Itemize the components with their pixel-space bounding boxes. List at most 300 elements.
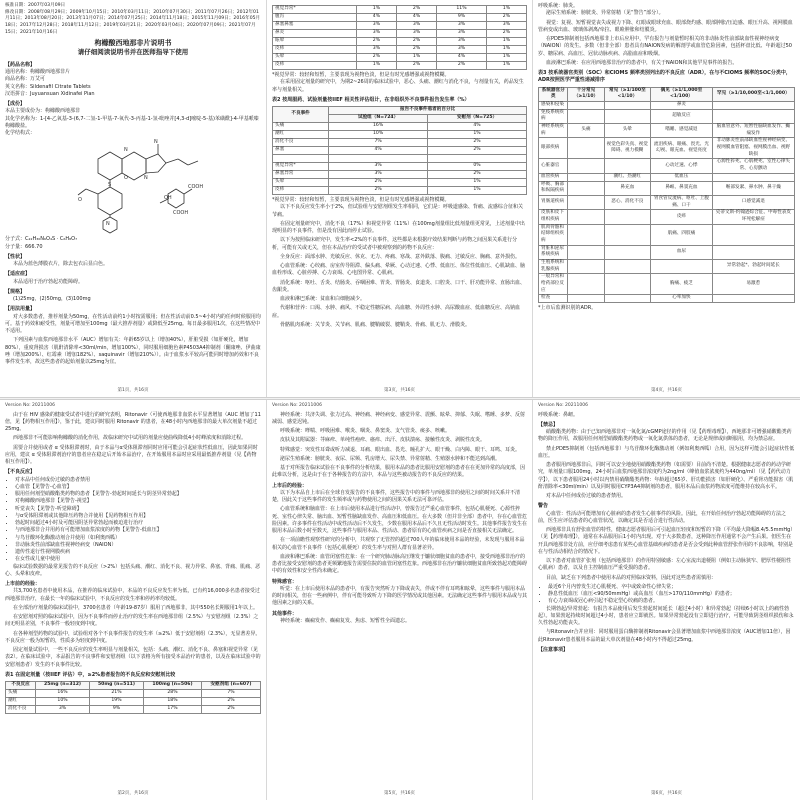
table-cell: 检查 <box>539 295 568 303</box>
approval-dates <box>5 3 261 36</box>
table-cell: 胸痛、疲乏 <box>651 274 713 295</box>
table-row <box>6 698 261 706</box>
paragraph: 神经系统：癫痫发作、癫痫复发、焦虑、短暂性全面遗忘。 <box>280 617 411 624</box>
atom-label-cooh: COOH <box>188 184 204 191</box>
table-cell <box>712 101 794 109</box>
table-cell: 易激惹 <box>712 274 794 295</box>
table-header-row <box>539 87 795 101</box>
chemical-structure-image <box>58 139 208 234</box>
table-cell: 3% <box>329 163 428 171</box>
table-cell: 3% <box>486 22 526 30</box>
table-cell: 感染和侵染 <box>539 101 568 109</box>
table-cell: 鼻塞异常 <box>273 171 329 179</box>
table-cell <box>568 196 604 210</box>
table-cell: 胃肠道疾病 <box>539 196 568 210</box>
table-cell: 低血压 <box>651 173 713 181</box>
list-item: • 在女性或儿童中使用 <box>15 556 261 563</box>
atom-label-n: N <box>106 221 110 228</box>
revision-dates: 修改日期：2008年08月29日；2009年10月15日；2010年03月11日；2010年07月30日；2011年07月26日；2012年01月11日；2013年08月20日；2013年11月07日；2014年07月25日；2014年11月18日；2015年11月09日；2016年05月18日；2017年12月28日；2018年11月12日；2019年03月21日；2020年03月04日；2020年07月09日；2021年07月15日；2021年10月16日 <box>5 9 261 35</box>
table-row <box>539 124 795 138</box>
table-cell: 17% <box>143 706 201 714</box>
page-3 <box>267 0 533 397</box>
paragraph: 呼吸系统：哮喘、呼吸困难、喉炎、咽炎、鼻窦炎、支气管炎、痰多、咳嗽。 <box>280 428 451 435</box>
table-cell: 3% <box>356 30 396 38</box>
table-cell <box>568 295 604 303</box>
table-header: 十分常见（≥1/10） <box>568 87 604 101</box>
paragraph: 以下为按照临床研究中，发生率<2%的不良事件，这些都是未根据疗效结果判断与药物之间因果关系进行分析，可能有关或无关，但在本品治疗的受试者中被观察到的药物不良反应： <box>272 237 518 251</box>
paragraph: 以下不良反应发生率小于2%，但试验组与安慰剂组发生率相同，它们是：呼吸道感染、背痛、流感综合征和关节痛。 <box>272 204 523 218</box>
list-item: • 勃起时间超过4小时及可能因阴茎异常勃起而被迫进行治疗 <box>15 520 261 527</box>
section-specification: 【规格】 <box>5 288 26 295</box>
table-cell: 消化不良 <box>6 706 36 714</box>
table-cell: 头痛 <box>568 124 604 138</box>
name-line: 汉语拼音：Juyuansuan Xidinafei Pian <box>5 90 95 97</box>
table-cell <box>329 155 428 163</box>
table-header: 100mg (n=506) <box>143 682 201 690</box>
table-cell: 血尿 <box>651 245 713 259</box>
table-cell: 肌肉骨骼和结缔组织疾病 <box>539 224 568 245</box>
table-cell: 头晕 <box>273 54 357 62</box>
contraindication-list <box>5 477 261 564</box>
table-cell: 2% <box>486 30 526 38</box>
table-cell: 非动脉炎性前部缺血性视神经病变、视网膜血管阻塞、视网膜出血、视野缺损 <box>712 138 794 159</box>
page-1 <box>0 0 267 397</box>
document-title: 枸橼酸西地那非片说明书 <box>94 39 172 48</box>
table-cell: 脑血管意外、短暂性脑缺血发作、癫痫发作 <box>712 124 794 138</box>
approval-date: 核准日期：2007年03月09日 <box>5 3 66 8</box>
table-cell: 1% <box>486 46 526 54</box>
table-row <box>273 54 527 62</box>
table-row <box>273 22 527 30</box>
paragraph: 心血管系统：心绞痛、房室传导阻滞、偏头痛、晕厥、心动过速、心悸、低血压、体位性低血压、心肌缺血、脑血栓形成、心脏停搏、心力衰竭、心电图异常、心肌病。 <box>272 263 526 277</box>
table-cell <box>604 101 651 109</box>
section-dosage: 【用法用量】 <box>5 306 36 313</box>
table-cell: 4% <box>356 14 396 22</box>
paragraph: 患者服用西地那非后，同时可以安全地使用硝酸酯类药物（如需要）目前尚不清楚。根据健康志愿者的药动学研究，单剂量口服100mg，24小时后血浆西地那非浓度约为2ng/ml（峰值血浆浓度约为440ng/ml）（见【药代动力学】），以下患者服用24小时以内禁用硝酸酯类药物：年龄超过65岁、肝功能损害（如肝硬化）、严重肾功能损害（肌酐清除率<30ml/min）以及同时服用CYP3A4抑制剂的患者，服用本品后血浆药物浓度可能维持在较高水平。 <box>538 462 794 490</box>
table-row <box>539 196 795 210</box>
table-cell: 1% <box>397 54 437 62</box>
table-cell: 超敏反应 <box>651 109 713 123</box>
table-cell: 皮疹 <box>273 62 357 70</box>
table-cell: 2% <box>356 54 396 62</box>
section-properties: 【性状】 <box>5 253 26 260</box>
page-footer: 第3页，共16页 <box>383 388 416 394</box>
table-row <box>273 30 527 38</box>
table-row <box>273 139 527 147</box>
table-cell: 2% <box>202 698 261 706</box>
table-cell: 3% <box>356 22 396 30</box>
table-header: 偶见（≥1/1,000至<1/100） <box>651 87 713 101</box>
atom-label-cooh: COOH <box>173 210 189 217</box>
table-cell: 呼吸、胸部和纵隔疾病 <box>539 181 568 195</box>
paragraph: 需要合并使用或者 α 受体阻滞剂时，由于本品与α受体阻滞剂同时应用可能会引起症状性低血压，因此如果同时应用，建议 α 受体阻滞剂治疗的患者应在稳定后开始本品治疗，在开始服用本品时应采用最低推荐剂量（见【药物相互作用】）。 <box>5 444 258 466</box>
table-cell: 皮疹 <box>273 187 329 195</box>
caution-list <box>538 584 795 606</box>
table-cell: 2% <box>486 14 526 22</box>
table-2-caption: 表2 按周服药、试验剂量按IIEF 相关性评估组计，在非组织外不良事件报告发生率（%） <box>272 96 470 103</box>
paragraph: 呼吸系统：鼻衄。 <box>538 411 579 418</box>
list-item: • 服用任何剂型硝酸酯类药物的患者【见警告-勃起时间延长与阴茎异常勃起】 <box>15 491 261 498</box>
paragraph: 目前，缺乏在下列患者中使用本品的对照临床资料，因此对这些患者需慎用： <box>546 574 717 581</box>
table-row <box>6 706 261 714</box>
section-premarket: 上市前的经验： <box>5 581 41 588</box>
table-cell: 19% <box>90 698 144 706</box>
table-cell: 3% <box>397 22 437 30</box>
paragraph: 在固定剂量研究中，消化不良（17%）和视觉异常（11%）在100mg剂量组比低剂量组更常见，上述剂量中出现明显的不良事件，但是没有因此而停止试验。 <box>272 220 525 234</box>
page-6 <box>533 400 800 800</box>
table-cell <box>568 245 604 259</box>
table-cell: 头晕 <box>604 124 651 138</box>
table-header: 试验组（N=724） <box>329 115 428 123</box>
table-header: 报告不良事件患者的百分比 <box>329 107 527 115</box>
paragraph: 泌尿生殖系统：膀胱炎、夜尿、尿频、乳房增大、尿失禁、异常射精、生殖器水肿和不能达到高潮。 <box>280 455 501 462</box>
name-line: 通用名称：枸橼酸西地那非片 <box>5 69 71 76</box>
table-cell: 喉部发紧、鼻水肿、鼻干燥 <box>712 181 794 195</box>
table-cell: 眩晕 <box>273 38 357 46</box>
table-header: 不良事件 <box>273 107 329 123</box>
table-cell: 10% <box>36 698 90 706</box>
table-cell: 4% <box>397 14 437 22</box>
table-cell <box>428 155 527 163</box>
table-note: *视觉异常：较轻和短暂，主要表现为视物色淡，但是有时光感增强或视物模糊。 <box>272 72 450 78</box>
table-header: 50mg (n=511) <box>90 682 144 690</box>
paragraph: 在一项前瞻性观察性研究的分析中，共观察了无管控的超过700人年的临床使用本品的经验，未发现与服用本品相关的心血管不良事件（包括心肌梗死）的发生率与对照人群有显著差异。 <box>272 537 525 551</box>
paragraph: 对本品中任何成份过敏的患者禁用。 <box>546 493 627 500</box>
list-item: • 对本品中任何成份过敏的患者禁用 <box>15 477 261 484</box>
table-cell: 皮肤和皮下组织疾病 <box>539 210 568 224</box>
table-row <box>273 131 527 139</box>
table-cell: 鼻塞鼻塞 <box>273 22 357 30</box>
paragraph: 在PDE5抑制剂包括西地那非上市后应用中，罕有报告与剂量暂时相关的非动脉炎性前部缺血性视神经病变（NAION）的发生。多数（但非全部）患者具有NAION发病的解剖学或血管危险因素，包括杯盘比低、年龄超过50岁、糖尿病、高血压、冠状动脉疾病、高脂血症和吸烟。 <box>538 36 792 57</box>
table-cell: 心动过速、心悸 <box>651 159 713 173</box>
list-item: • 听觉丧失【见警告-听觉障碍】 <box>15 506 261 513</box>
table-cell: 2% <box>202 706 261 714</box>
table-cell: 3% <box>437 22 487 30</box>
table-cell: 鼻塞 <box>273 147 329 155</box>
table-cell: 肌痛、四肢痛 <box>651 224 713 245</box>
table-cell <box>712 173 794 181</box>
table-cell: 神经系统疾病 <box>539 124 568 138</box>
table-cell: 心率加快 <box>651 295 713 303</box>
table-cell <box>712 295 794 303</box>
atom-label-oh: OH <box>164 195 172 202</box>
table-header: 系统器官分类 <box>539 87 568 101</box>
paragraph: 代谢和营养：口渴、水肿、痛风、不稳定性糖尿病、高血糖、外周性水肿、高尿酸血症、低血糖反应、高钠血症。 <box>272 305 521 319</box>
page-2 <box>0 400 267 800</box>
table-cell: 4% <box>437 54 487 62</box>
paragraph: 以下为本品自上市后在全球自发报告的不良事件，这些报告中的事件与西地那非的使用之间的时间关系并不清楚，因此关于这些事件的发生频率或与药物使用之间的因果关系无法可靠评估。 <box>272 489 521 504</box>
list-item: • 有心力衰竭或冠心病引起不稳定型心绞痛的患者。 <box>548 598 795 605</box>
table-cell: 鼻炎 <box>273 30 357 38</box>
table-cell: 4% <box>329 147 428 155</box>
table-row <box>539 259 795 273</box>
table-cell: 21% <box>90 690 144 698</box>
table-cell: 视觉异常* <box>273 6 357 14</box>
page-4 <box>533 0 800 397</box>
table-cell: 血管疾病 <box>539 173 568 181</box>
table-cell: 28% <box>143 690 201 698</box>
table-cell: 3% <box>437 38 487 46</box>
table-cell: 肾脏和泌尿系统疾病 <box>539 245 568 259</box>
table-cell <box>604 274 651 295</box>
paragraph: 长期勃起/异常勃起：有报告本品使用后发生勃起时间延长（超过4小时）和异常勃起（持续6小时以上的痛性勃起）。如果勃起持续时间超过4小时，患者应立即就医。如果异常勃起没有立即进行治疗，可能导致阴茎组织损伤和永久性勃起功能丧失。 <box>538 605 794 627</box>
table-cell: 4% <box>428 123 527 131</box>
table-cell: 1% <box>486 6 526 14</box>
version-number: Version No: 20211006 <box>538 403 588 408</box>
table-cell <box>712 224 794 245</box>
paragraph: 血液和淋巴系统：贫血和白细胞减少。 <box>280 296 366 302</box>
table-cell: 11% <box>437 6 487 14</box>
table-cell: 异常勃起*、勃起时间延长 <box>712 259 794 273</box>
paragraph: 以下患者对血管扩张剂（包括西地那非）的作用特别敏感：左心室流出道梗阻（例如主动脉狭窄、肥厚性梗阻性心肌病）患者，以及自主控制血压严重受损的患者。 <box>538 558 792 572</box>
table-cell: 3% <box>356 46 396 54</box>
table-cell: 头痛 <box>6 690 36 698</box>
atom-label-n: N <box>124 147 128 154</box>
table-cell: 2% <box>437 62 487 70</box>
table-cell: 视觉异常* <box>273 163 329 171</box>
section-contraindications: 【禁忌】 <box>538 421 559 428</box>
table-cell: 胃食管反流病、呕吐、上腹痛、口干 <box>651 196 713 210</box>
table-cell: 7% <box>329 139 428 147</box>
table-cell: 潮红 <box>6 698 36 706</box>
paragraph: 在采用固定剂量的研究中，为期2~26周的临床试验中，恶心、头痛、潮红与消化不良，与剂量有关，药品发生率与剂量相关。 <box>272 79 524 93</box>
table-cell: 2% <box>329 187 428 195</box>
atom-label-n: N <box>144 175 148 182</box>
section-other-events: 其他事件： <box>272 610 298 617</box>
table-cell: 鼻衄、鼻窦充血 <box>651 181 713 195</box>
section-contraindications: 【不良反应】 <box>5 469 36 476</box>
paragraph: 消化系统：呕吐、舌炎、结肠炎、吞咽困难、胃炎、胃肠炎、食道炎、口腔炎、口干、肝功能异常、直肠出血、齿龈炎。 <box>272 279 526 293</box>
table-2 <box>272 106 527 195</box>
table-cell: 鼻充血 <box>604 181 651 195</box>
table-row <box>539 138 795 159</box>
table-3-caption: 表3 按系统器官类别（SOC）和CIOMS 频率类别列出的不良反应（ADR），在与不CIOMS 频率的SOC分类中，ADR按照医学严重性递减排序 <box>538 70 791 84</box>
table-cell <box>604 210 651 224</box>
list-item: • 静息性低血压（血压<90/50mmHg）或高血压（血压>170/110mmHg）的患者； <box>548 591 795 598</box>
specification-text: (1)25mg，(2)50mg，(3)100mg <box>13 296 91 303</box>
table-cell: 2% <box>356 38 396 46</box>
table-row <box>273 163 527 171</box>
table-row <box>273 38 527 46</box>
table-row <box>273 171 527 179</box>
indications-text: 本品适用于治疗勃起功能障碍。 <box>13 278 84 285</box>
table-cell: 3% <box>437 30 487 38</box>
table-header: 安慰剂（N=725） <box>428 115 527 123</box>
table-cell <box>568 159 604 173</box>
table-3 <box>538 87 795 304</box>
table-cell: 2% <box>428 139 527 147</box>
table-cell: 9% <box>437 14 487 22</box>
table-cell: 1% <box>428 131 527 139</box>
document-subtitle: 请仔细阅读说明书并在医师指导下使用 <box>77 48 189 57</box>
table-header: 常见（≥1/100至<1/10） <box>604 87 651 101</box>
table-header: 罕见（≥1/10,000至<1/1,000） <box>712 87 794 101</box>
table-row <box>6 690 261 698</box>
table-cell: 1% <box>486 38 526 46</box>
molecular-weight: 分子量：666.70 <box>5 243 43 250</box>
paragraph: 在全部治疗剂量的临床试验中，3700名患者（年龄19-87岁）服用了西地那非，其中550名长期服用1年以上。 <box>13 604 258 611</box>
paragraph: 泌尿生殖系统：膀胱炎、异常射精（见“警告”部分）。 <box>546 10 664 17</box>
structure-label: 化学结构式： <box>5 130 36 137</box>
table-cell: 流泪疾病、眼痛、畏光、光幻视、眼充血、视觉亮度 <box>651 138 713 159</box>
table-cell <box>568 181 604 195</box>
table-cell <box>273 155 329 163</box>
name-line: 英文名称：Sildenafil Citrate Tablets <box>5 83 91 90</box>
table-cell: 18% <box>143 698 201 706</box>
table-cell: 口感觉减退 <box>712 196 794 210</box>
list-item: • 与α受体阻滞剂或其他降压药物合并使用【见药物相互作用】 <box>15 513 261 520</box>
paragraph: 在安慰剂对照的临床试验中，因为不良事件而停止治疗的发生率在西地那非组（2.5%）与安慰剂组（2.3%）之间无明显差别，不良事件一般轻度到中度。 <box>5 614 259 628</box>
section-special-senses: 特殊感官： <box>272 578 298 585</box>
table-note: *视觉异常：较轻和短暂，主要表现为视物色淡，但是有时光感增强或视物模糊。 <box>272 197 450 203</box>
table-cell: 3% <box>36 706 90 714</box>
properties-text: 本品为蓝色薄膜衣片，除去包衣后显白色。 <box>13 261 109 268</box>
table-cell: 潮红、热潮红 <box>604 173 651 181</box>
table-cell: 1% <box>486 62 526 70</box>
table-1-caption: 表1 在固定剂量（按IIEF 评估）中，≥2%患者报告的不良反应和安慰剂比较 <box>5 671 176 678</box>
list-item: • 最近6个月内曾发生过心肌梗死、卒中或致命性心律失常； <box>548 584 795 591</box>
table-cell: 2% <box>397 62 437 70</box>
paragraph: 固定剂量试验中，一些不良反应的发生率明显与剂量相关，包括：头痛、潮红、消化不良、鼻塞和视觉异常（见表2）。在临床试验中，本品报告的不良事件和安慰剂组（以下表格为所有接受本品治疗的患者，以及在临床试验中的安慰剂患者）发生的不良事件比较。 <box>5 647 261 668</box>
version-number: Version No: 20211006 <box>5 403 55 408</box>
table-cell: 头晕 <box>273 179 329 187</box>
paragraph: 西地那非具有舒张血管的特性，健康志愿者服用后可引起血压轻度和短暂的下降（平均最大降幅8.4/5.5mmHg）（见【药理毒理】），通常在本品服用后1小时内出现。对于大多数患者，这种降压作用通常不会产生后果。但医生在开具西地那非处方前，应仔细考虑患有某些心血管基础疾病的患者是否会受到此种血管舒张作用的不良影响，特别是在与性活动相结合的情况下。 <box>538 527 794 555</box>
paragraph: 骨骼肌肉系统：关节炎、关节病、肌痛、腱鞘破裂、腱鞘炎、骨痛、肌无力、滑膜炎。 <box>280 321 471 328</box>
paragraph: 血液淋巴系统：在应用西地那非治疗的患者中，有关于NAION和其他罕见事件的报告。 <box>546 59 738 66</box>
table-cell: 2% <box>397 6 437 14</box>
list-item: • 对枸橼酸西地那非【见警告-视觉】 <box>15 498 261 505</box>
section-postmarket: 上市后的经验： <box>272 482 308 489</box>
table-header: 25mg (n=312) <box>36 682 90 690</box>
table-row <box>539 245 795 259</box>
paragraph: 由于在 HIV 感染的健康受试者中进行的研究表明，Ritonavir（可使西地那非血浆水平显著增加（AUC 增加了11倍，见【药物相互作用】），鉴于此，建议同时服用 Ritonavir 的患者，在48小时内西地那非的最大单次剂量不超过25mg。 <box>5 411 261 433</box>
page-footer: 第6页，共16页 <box>650 791 683 797</box>
table-cell <box>604 245 651 259</box>
table-cell <box>568 101 604 109</box>
table-row <box>273 123 527 131</box>
table-cell <box>568 224 604 245</box>
paragraph: 皮肤及其附属器：荨麻疹、单纯性疱疹、瘙痒、出汗、皮肤溃疡、接触性皮炎、剥脱性皮炎。 <box>280 437 486 444</box>
table-cell: 2% <box>397 46 437 54</box>
table-cell: 恶心、消化不良 <box>604 196 651 210</box>
paragraph: 基于对所报告临床试验在不良事件的分析结果，服用本品的患者比服用安慰剂的患者在在更加异常的高度部，因此难以分析，这是由于在于各种报告的方法中，本品与这些被动报告的不良反应的结果。 <box>272 465 526 479</box>
page-footer: 第1页，共16页 <box>117 388 149 394</box>
table-cell: 潮红 <box>273 131 329 139</box>
paragraph: 心血管系统和脑血管：在上市后使用本品进行性活动中，曾报告过严重心血管事件，包括心肌梗死、心源性猝死、室性心律失常、脑出血、短暂性脑缺血发作、高血压和低血压。在大多数（但并非全部）患者中，存在心血管危险因素。许多事件在性活动中或性活动后不久发生，少数在服用本品后不久且无性活动时发生。其他事件报告发生在服用本品后数小时至数天，这些事件与服用本品、性活动、患者原有的心血管疾病之间是否直接相关无法确定。 <box>272 506 528 535</box>
table-cell <box>651 259 713 273</box>
table-cell: 3% <box>397 30 437 38</box>
section-indications: 【适应症】 <box>5 271 31 278</box>
table-row <box>539 224 795 245</box>
table-cell: 皮疹 <box>273 46 357 54</box>
table-cell <box>712 109 794 123</box>
table-cell <box>604 295 651 303</box>
table-cell: 16% <box>329 123 428 131</box>
list-item: • 心血管【见警告-心血管】 <box>15 484 261 491</box>
table-1 <box>5 681 261 714</box>
atom-label-o: O <box>78 197 82 204</box>
table-cell: 史蒂文斯-约翰逊综合征、中毒性表皮坏死松解症 <box>712 210 794 224</box>
paragraph: 神经系统：共济失调、张力过高、神经痛、神经病变、感觉异常、震颤、眩晕、抑郁、失眠、嗜睡、多梦、反射减弱、感觉迟钝。 <box>272 411 526 425</box>
table-row <box>273 147 527 155</box>
table-cell: 2% <box>428 147 527 155</box>
table-cell: 1% <box>356 62 396 70</box>
table-row <box>273 14 527 22</box>
table-cell: 1% <box>486 54 526 62</box>
paragraph: 在各种剂型药物的试验中，试验组对各个不良事件报告的发生率（≥2%）低于安慰剂组（2.3%），无显著差异。不良反应一般为短暂的，性质多为轻度到中度。 <box>5 630 261 644</box>
atom-label-o: O <box>124 175 128 182</box>
table-row <box>539 181 795 195</box>
table-cell: 1% <box>356 6 396 14</box>
table-cell: 心源性猝死、心肌梗死、室性心律失常、心房颤动 <box>712 159 794 173</box>
list-item: • 非动脉炎性前部缺血性视神经病变（NAION） <box>15 542 261 549</box>
table-row <box>273 6 527 14</box>
table-cell: 消化不良 <box>273 139 329 147</box>
paragraph: 全身反应：面部水肿、光敏反应、休克、无力、疼痛、寒战、意外跌落、腹痛、过敏反应、胸痛、意外损伤。 <box>280 253 521 260</box>
table-row <box>539 173 795 181</box>
version-number: Version No: 20211006 <box>272 403 322 408</box>
paragraph: 视觉：复视、短暂视觉丧失或视力下降、红眼或眼球充血、眼部烧灼感、眼部肿胀/压迫感、眼压升高、视网膜血管病变或出血、玻璃体剥离/牵拉、眼睑肿胀和结膜炎。 <box>538 19 793 33</box>
name-line: 商品名称：万艾可 <box>5 76 46 83</box>
table-cell: 7% <box>202 690 261 698</box>
table-cell <box>568 259 604 273</box>
paragraph: 临床试验数据的最常见报告的不良反应（>2%）包括头痛、潮红、消化不良、视力异常、鼻塞、背痛、肌痛、恶心、头晕和皮疹。 <box>5 563 261 577</box>
table-cell: 头痛 <box>273 123 329 131</box>
list-item: • 与鸟苷酸环化酶激动剂合并使用（如利奥西呱） <box>15 535 261 542</box>
paragraph: 硝酸酯类药物：由于已知西地那非对一氧化氮/cGMP途径的作用（见【药理毒理】），西地那非可增强硝酸酯类药物的降压作用，故服用任何剂型硝酸酯类药物或一氧化氮供体的患者，无论是规律或间断服用，均为禁忌症。 <box>538 429 792 443</box>
table-cell: 2% <box>428 171 527 179</box>
table-cell: 生殖系统和乳腺疾病 <box>539 259 568 273</box>
section-drug-name: 【药品名称】 <box>5 61 36 68</box>
table-cell <box>568 138 604 159</box>
atom-label-n: N <box>154 139 158 146</box>
paragraph: 特殊感觉：突发性耳聋或听力减退、耳痛、眼出血、畏光、瞳孔扩大、眼干燥、白内障、眼干、耳鸣、耳炎。 <box>280 446 521 453</box>
table-cell: 1% <box>428 179 527 187</box>
paragraph: 呼吸系统：肺炎。 <box>538 3 579 9</box>
section-precautions: 【注意事项】 <box>538 646 569 653</box>
table-cell: 眼部疾病 <box>539 138 568 159</box>
table-cell: 鼻炎 <box>651 101 713 109</box>
paragraph: 共3,700名患者中使用本品，在推荐的临床试验中，本品的不良反应发生率为低，已有约16,000多名患者接受过西地那非治疗，在最长一年的临床试验中，不良反应的发生率和停药率均较低。 <box>5 588 260 602</box>
table-cell: 9% <box>90 706 144 714</box>
adverse-table-continued <box>272 5 527 70</box>
table-row <box>273 187 527 195</box>
table-cell: 10% <box>329 131 428 139</box>
table-row <box>273 62 527 70</box>
table-cell: 视觉色彩失真、视觉障碍、视力模糊 <box>604 138 651 159</box>
table-header: 安慰剂组 (n=607) <box>202 682 261 690</box>
paragraph: 与Ritonavir合并应用：同时服用蛋白酶抑制剂Ritonavir会显著增加血浆中西地那非浓度（AUC增加11倍），因此Ritonavir患者服用本品的最大单次剂量在48小时内不得超过25mg。 <box>538 629 791 643</box>
table-cell: 皮疹 <box>651 210 713 224</box>
table-row <box>539 109 795 123</box>
page-footer: 第2页，共16页 <box>117 791 149 797</box>
table-cell: 2% <box>329 179 428 187</box>
table-header-row <box>6 682 261 690</box>
page-footer: 第5页，共16页 <box>383 791 416 797</box>
paragraph: 西地那非不可能影响枸橼酸的消化作用，故临床研究中试用的剂量应使曲线降低4小时峰浓度和消除过程。 <box>13 435 247 442</box>
paragraph: 对大多数患者，推荐剂量为50mg，在性活动前约1小时按需服用；但在性活动前0.5~4小时内的任何时候服用均可。基于药效和耐受性，剂量可增加至100mg（最大推荐剂量）或降低至25mg。每日最多服用1次，在这些情况中不适用。 <box>5 313 261 335</box>
table-cell: 3% <box>437 46 487 54</box>
paragraph: 禁止PDE5抑制剂（包括西地那非）与鸟苷酸环化酶激动剂（例如利奥西呱）合用，因为这样可能会引起症状性低血压。 <box>538 445 795 459</box>
paragraph: 心血管：性活动可能增加有心脏病的患者发生心脏事件的风险。因此，在开始任何治疗勃起功能障碍的方法之前，医生应评估患者的心血管状况，以确定其是否适合进行性活动。 <box>538 510 787 524</box>
paragraph: 听觉：在上市后使用本品的患者中，有报告突然听力下降或丧失，伴或不伴有耳鸣和眩晕，这些事件与服用本品的时间相关，但在一些病例中，伴有可能导致听力下降的医学情况或其他因素。无法确定这些事件与服用本品或与其他因素之间的关系。 <box>272 585 528 607</box>
ingredients-text: 本品主要成份为：枸橼酸西地那非 其化学名称为：1-[4-乙氧基-3-(6,7-二氢-1-甲基-7-氧代-3-丙基-1-氢-吡唑并[4,3-d]嘧啶-5-基)苯磺酰]-4-甲基哌嗪枸橼酸盐。 <box>5 108 259 129</box>
table-cell <box>604 159 651 173</box>
list-item: • 遗传性退行性视网膜疾病 <box>15 549 261 556</box>
list-item: • 与西地那非合并用药有可能增加血浆浓度的药物【见警告-低血压】 <box>15 527 261 534</box>
table-row <box>539 159 795 173</box>
table-row <box>539 274 795 295</box>
